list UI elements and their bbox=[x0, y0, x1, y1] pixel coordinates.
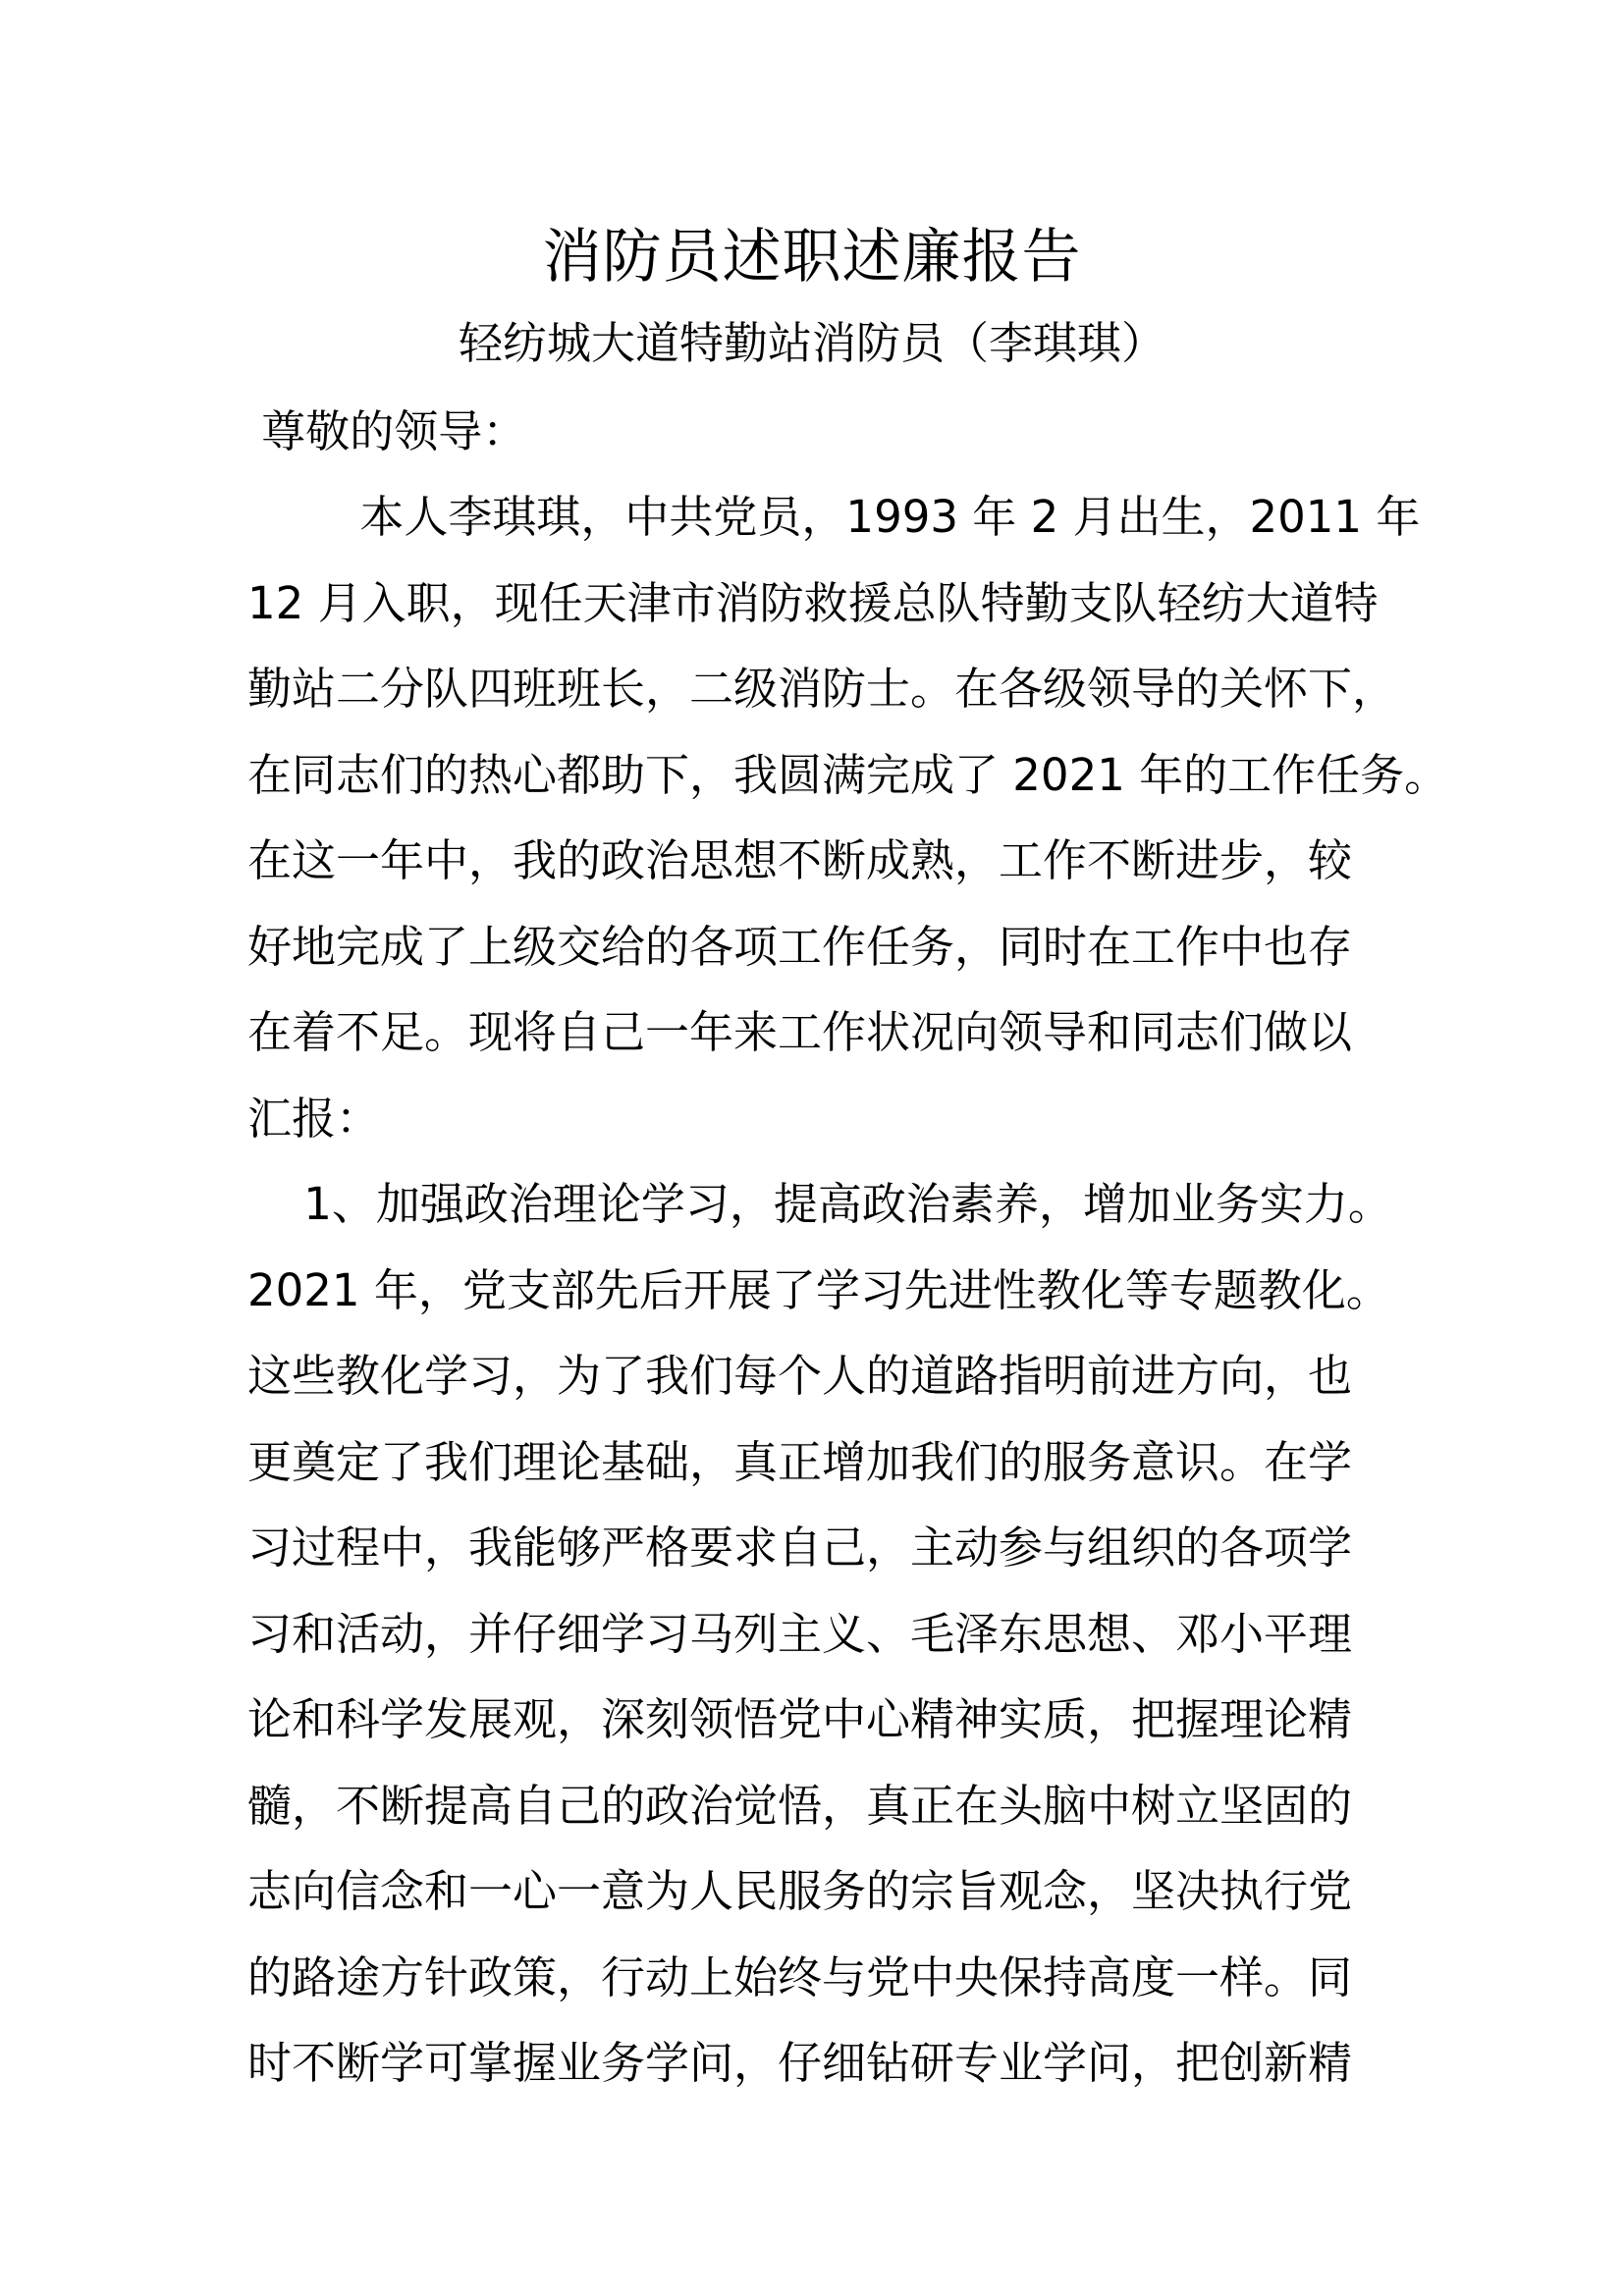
body-line: 好地完成了上级交给的各项工作任务，同时在工作中也存 bbox=[247, 921, 1353, 973]
salutation-line: 尊敬的领导： bbox=[247, 405, 527, 457]
body-line: 更奠定了我们理论基础，真正增加我们的服务意识。在学 bbox=[247, 1436, 1353, 1488]
body-line: 这些教化学习，为了我们每个人的道路指明前进方向，也 bbox=[247, 1350, 1353, 1402]
body-line: 髓，不断提高自己的政治觉悟，真正在头脑中树立坚固的 bbox=[247, 1780, 1353, 1832]
body-line: 12 月入职，现任天津市消防救援总队特勤支队轻纺大道特 bbox=[247, 577, 1379, 629]
body-line: 在这一年中，我的政治思想不断成熟，工作不断进步，较 bbox=[247, 834, 1353, 886]
body-line: 本人李琪琪，中共党员，1993 年 2 月出生，2011 年 bbox=[247, 491, 1421, 543]
body-line: 的路途方针政策，行动上始终与党中央保持高度一样。同 bbox=[247, 1951, 1353, 2003]
body-line: 志向信念和一心一意为人民服务的宗旨观念，坚决执行党 bbox=[247, 1865, 1353, 1917]
body-line: 2021 年，党支部先后开展了学习先进性教化等专题教化。 bbox=[247, 1264, 1390, 1316]
body-line: 在着不足。现将自己一年来工作状况向领导和同志们做以 bbox=[247, 1006, 1353, 1058]
document-title: 消防员述职述廉报告 bbox=[542, 223, 1082, 292]
document-subtitle: 轻纺城大道特勤站消防员（李琪琪） bbox=[458, 317, 1165, 369]
body-line: 习过程中，我能够严格要求自己，主动参与组织的各项学 bbox=[247, 1522, 1353, 1574]
body-line: 论和科学发展观，深刻领悟党中心精神实质，把握理论精 bbox=[247, 1693, 1353, 1745]
section-heading-line: 1、加强政治理论学习，提高政治素养，增加业务实力。 bbox=[247, 1178, 1392, 1230]
body-line: 在同志们的热心都助下，我圆满完成了 2021 年的工作任务。 bbox=[247, 749, 1449, 801]
body-line: 勤站二分队四班班长，二级消防士。在各级领导的关怀下， bbox=[247, 663, 1397, 715]
body-line: 时不断学可掌握业务学问，仔细钻研专业学问，把创新精 bbox=[247, 2037, 1353, 2089]
body-line: 习和活动，并仔细学习马列主义、毛泽东思想、邓小平理 bbox=[247, 1608, 1353, 1660]
body-line: 汇报： bbox=[247, 1093, 381, 1145]
